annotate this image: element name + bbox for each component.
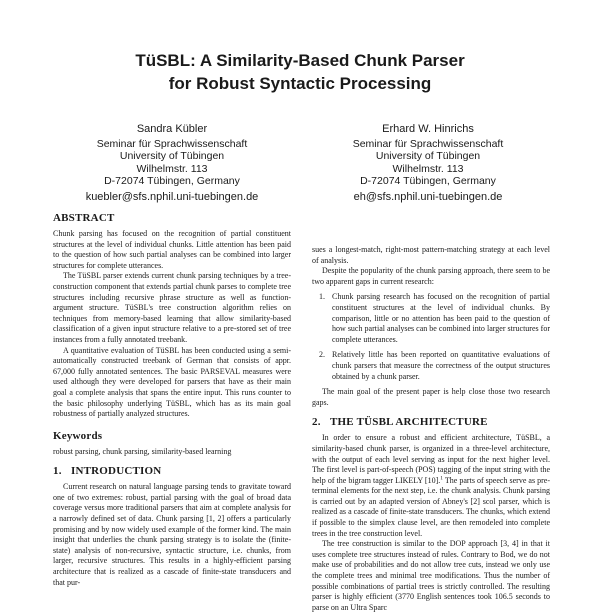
body-paragraph: Despite the popularity of the chunk parsing approach, there seem to be two apparent gaps in current research: [312, 266, 550, 286]
keywords-text: robust parsing, chunk parsing, similarity-based learning [53, 446, 232, 456]
section-title: INTRODUCTION [71, 465, 162, 478]
author-email: kuebler@sfs.nphil.uni-tuebingen.de [85, 190, 259, 203]
section-title: THE TÜSBL ARCHITECTURE [330, 416, 488, 429]
abstract-heading: ABSTRACT [53, 212, 115, 224]
abstract-paragraph: The TüSBL parser extends current chunk parsing techniques by a tree-construction component that extends partial chunk parses to complete tree structures including recursive phrase structure as well as function-argument structure. TüSBL's tree construction algorithm relies on techniques from memory-based learning that allow similarity-based classification of a given input structure relative to a pre-stored set of tree instances from a fully annotated treebank. [53, 271, 291, 344]
gaps-list [312, 292, 550, 382]
author-street: Wilhelmstr. 113 [136, 162, 208, 175]
list-item-text: Relatively little has been reported on quantitative evaluations of chunk parsers that measure the correctness of the output structures obtained by a chunk parser. [332, 350, 550, 381]
author-city: D-72074 Tübingen, Germany [104, 175, 240, 188]
paper-title-line-1: TüSBL: A Similarity-Based Chunk Parser [135, 51, 465, 70]
footnote-marker: 1 [440, 475, 443, 482]
paper-title-line-2: for Robust Syntactic Processing [168, 74, 432, 93]
author-email: eh@sfs.nphil.uni-tuebingen.de [353, 190, 503, 203]
author-city: D-72074 Tübingen, Germany [360, 175, 496, 188]
list-item [312, 350, 550, 382]
author-affiliation: Seminar für Sprachwissenschaft [352, 137, 504, 150]
body-paragraph: The main goal of the present paper is help close those two research gaps. [312, 387, 550, 407]
body-paragraph: Current research on natural language parsing tends to gravitate toward one of two extremes: robust, partial parsing with the goal of broad data coverage versus more traditional parsers that aim at complete analysis for a narrowly defined set of data. Chunk parsing [1, 2] offers a particularly promising and by now widely used example of the former kind. The main insight that underlies the chunk parsing strategy is to isolate the (finite-state) analysis of non-recursive, syntactic structure, i.e. chunks, from larger, recursive structures. This results in a highly-efficient parsing architecture that is realized as a cascade of finite-state transducers and that pur- [53, 482, 291, 587]
abstract-paragraph: Chunk parsing has focused on the recognition of partial constituent structures at the level of individual chunks. Little attention has been paid to the question of how such partial analyses can be combined into larger structures for complete utterances. [53, 229, 291, 270]
list-number: 1. [319, 292, 325, 302]
list-item-text: Chunk parsing research has focused on the recognition of partial constituent structures at the level of individual chunks. By comparison, little or no attention has been paid to the question of how such partial analyses can be combined into larger structures for complete utterances. [332, 292, 550, 344]
author-block-2 [298, 123, 558, 204]
author-street: Wilhelmstr. 113 [392, 162, 464, 175]
author-name: Erhard W. Hinrichs [382, 123, 474, 135]
author-block-1 [42, 123, 302, 204]
keywords-heading: Keywords [53, 429, 103, 442]
section-number: 2. [312, 416, 321, 429]
author-name: Sandra Kübler [136, 123, 208, 135]
abstract-paragraph: A quantitative evaluation of TüSBL has been conducted using a semi-automatically constructed treebank of German that consists of appr. 67,000 fully annotated sentences. The basic PARSEVAL measures were used although they were developed for parsers that have as their main goal a complete analysis that spans the entire input. This runs counter to the basic philosophy underlying TüSBL, which has as its main goal robustness of partially analyzed structures. [53, 345, 291, 419]
paragraph-text: In order to ensure a robust and efficient architecture, TüSBL, a similarity-based chunk parser, is organized in a three-level architecture, with the output of each level serving as input for the next higher level. The first level is part-of-speech (POS) tagging of the input string with the help of the bigram tagger LIKELY [10]. [312, 433, 550, 485]
author-university: University of Tübingen [375, 150, 481, 163]
author-university: University of Tübingen [119, 150, 225, 163]
right-column [312, 245, 551, 612]
body-paragraph: sues a longest-match, right-most pattern-matching strategy at each level of analysis. [312, 245, 550, 265]
paragraph-text: The parts of speech serve as pre-terminal elements for the next step, i.e. the chunk analysis. Chunk parsing is carried out by an adapted version of Abney's [2] scol parser, which is realized as a cascade of finite-state transducers. The chunks, which extend if possible to the simplex clause level, are then remodeled into complete trees in the tree construction level. [312, 475, 551, 538]
body-paragraph [312, 433, 550, 539]
body-paragraph: The tree construction is similar to the DOP approach [3, 4] in that it uses complete tree structures instead of rules. Contrary to Bod, we do not make use of probabilities and do not allow tree cuts, instead we only use the complete trees and minimal tree modifications. Thus the number of possible combinations of partial trees is strictly controlled. The resulting parser is highly efficient (3770 English sentences took 106.5 seconds to parse on an Ultra Sparc [312, 539, 550, 612]
section-heading-introduction [53, 465, 291, 478]
list-item [312, 292, 550, 345]
author-affiliation: Seminar für Sprachwissenschaft [96, 137, 248, 150]
list-number: 2. [319, 350, 325, 360]
section-number: 1. [53, 465, 62, 478]
section-heading-architecture [312, 416, 550, 429]
left-column [53, 212, 291, 600]
